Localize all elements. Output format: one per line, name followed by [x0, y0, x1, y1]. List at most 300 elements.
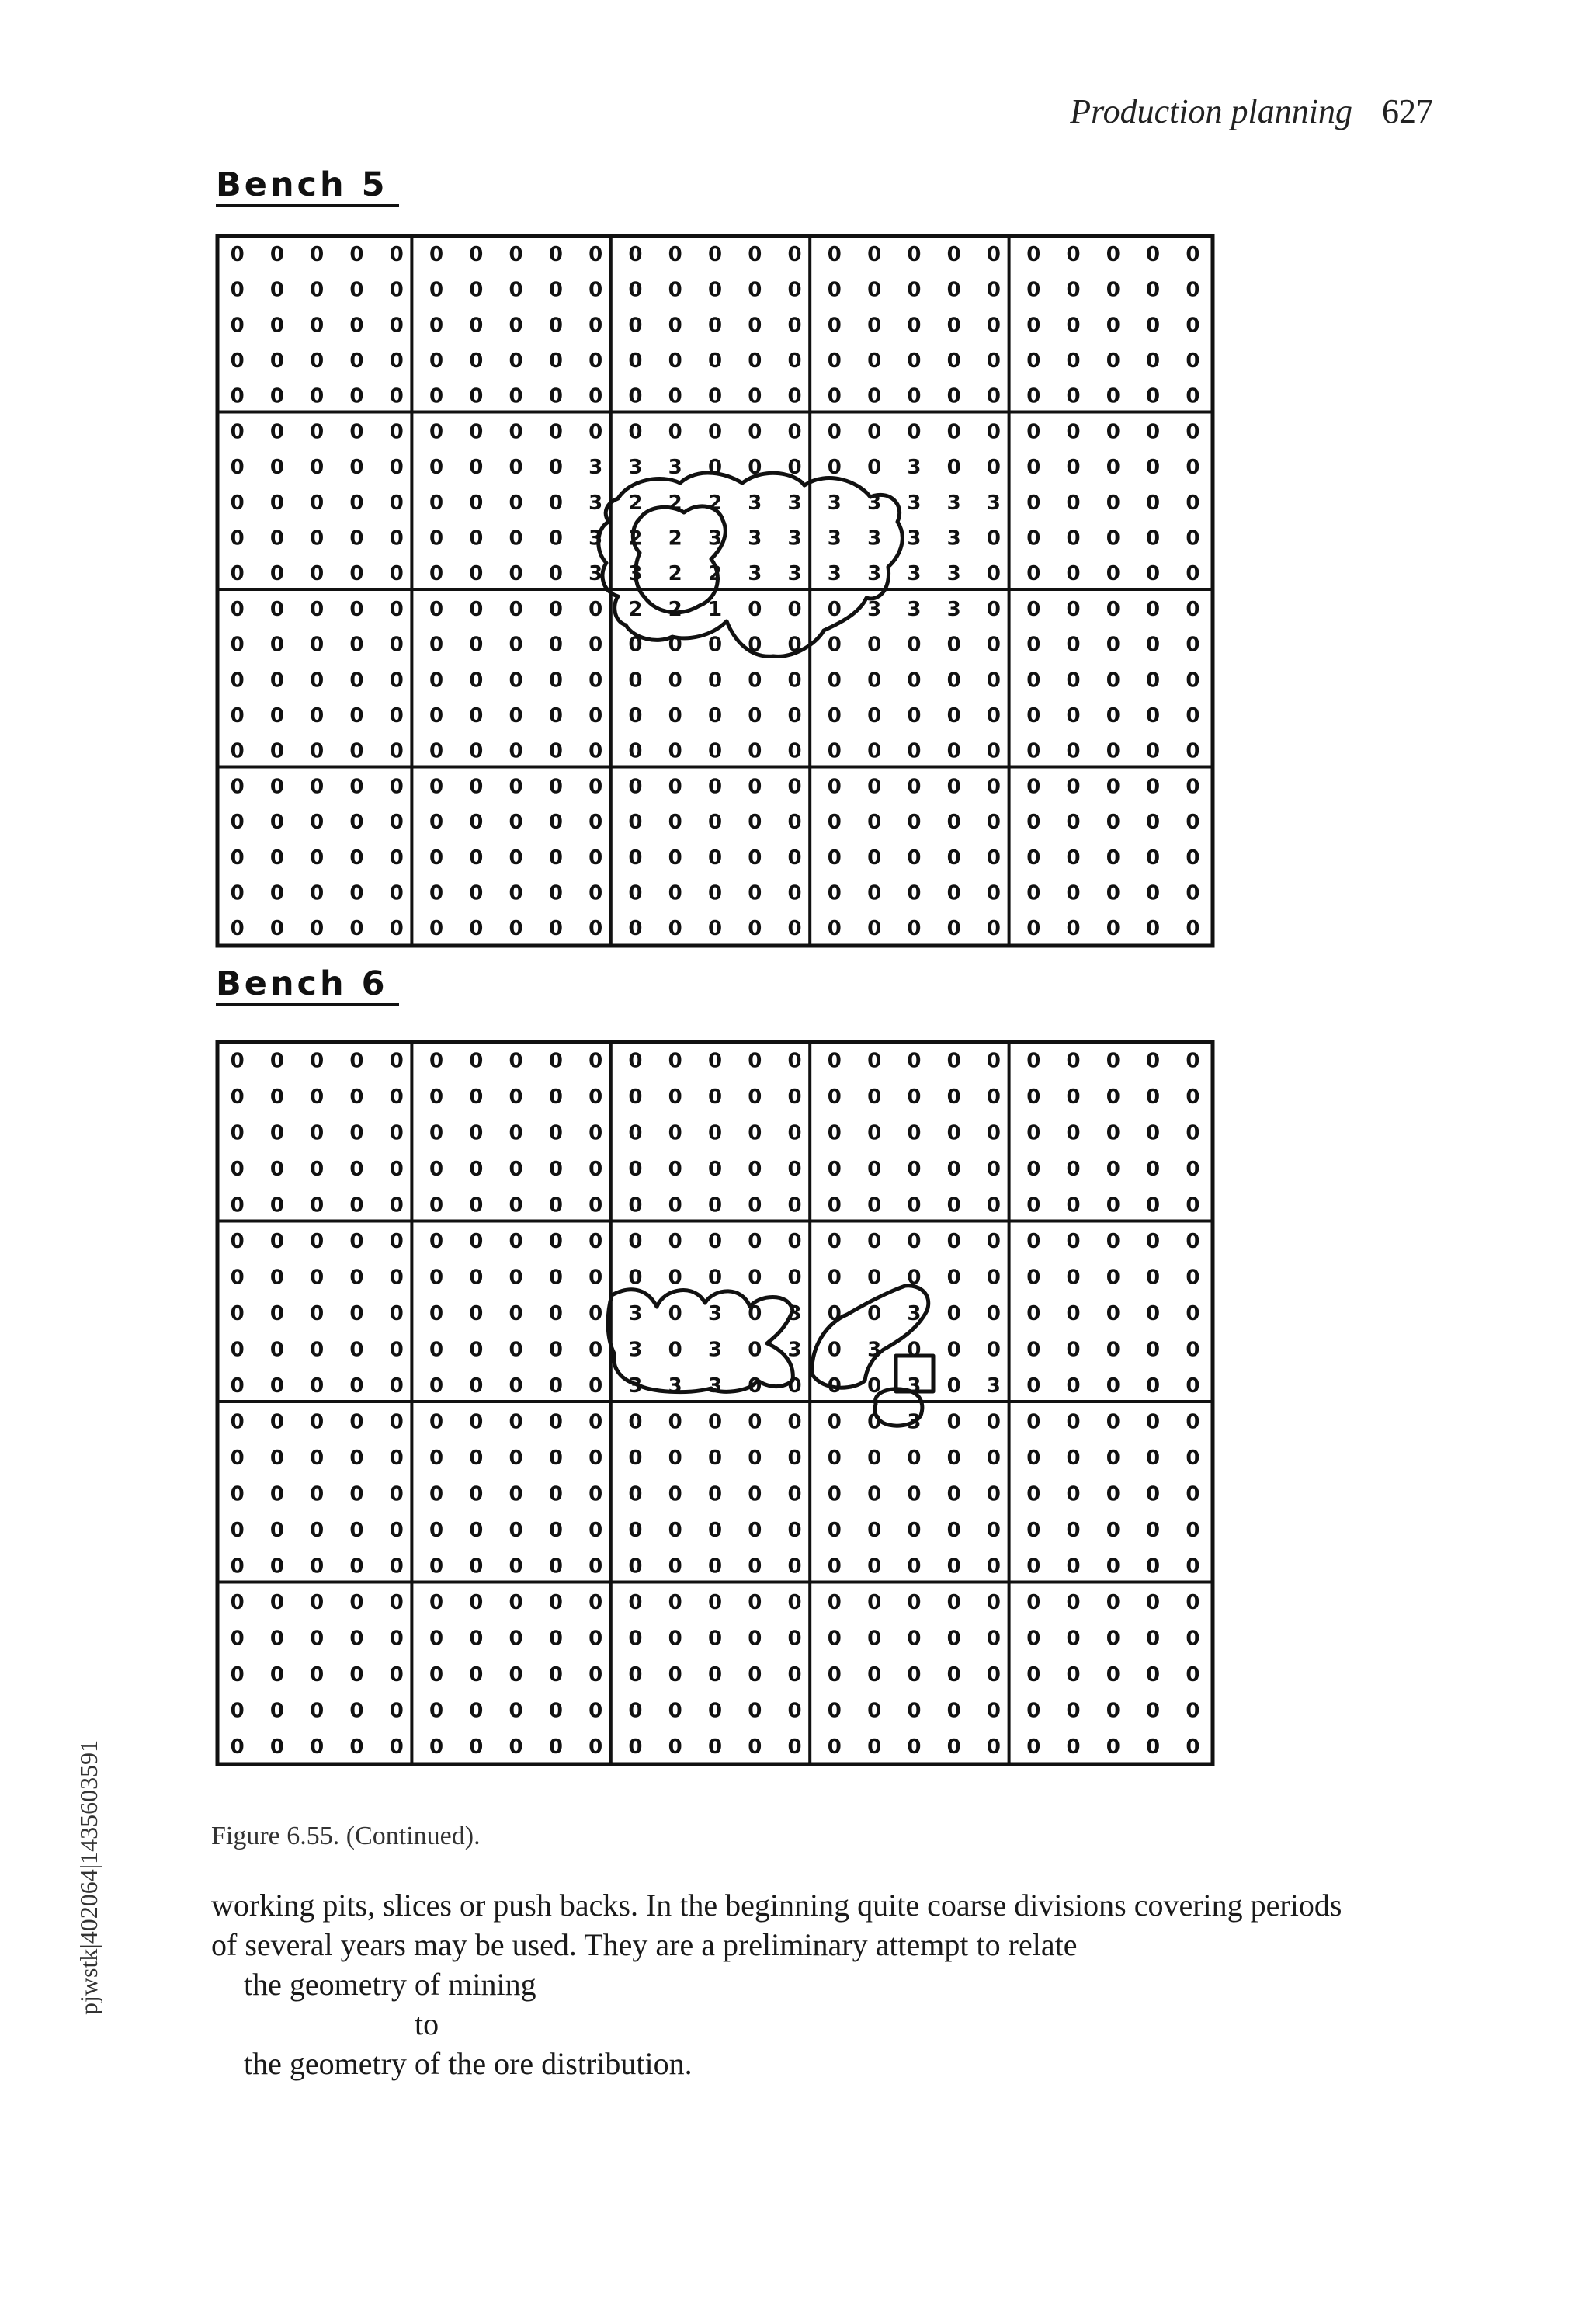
- block-grade-value: 0: [310, 1266, 325, 1290]
- block-grade-value: 0: [867, 1301, 882, 1325]
- block-grade-value: 0: [588, 669, 603, 693]
- block-grade-value: 0: [349, 1266, 364, 1290]
- block-grade-value: 0: [588, 1266, 603, 1290]
- block-grade-value: 0: [548, 1266, 563, 1290]
- block-grade-value: 0: [349, 633, 364, 657]
- block-grade-value: 0: [668, 703, 682, 728]
- block-grade-value: 0: [269, 1627, 284, 1651]
- block-grade-value: 0: [469, 1229, 484, 1253]
- block-grade-value: 0: [1106, 1446, 1120, 1470]
- block-grade-value: 0: [1106, 242, 1120, 266]
- block-grade-value: 0: [469, 669, 484, 693]
- block-grade-value: 0: [1146, 384, 1161, 408]
- block-grade-value: 0: [429, 1662, 444, 1687]
- block-grade-value: 3: [628, 1374, 643, 1398]
- block-grade-value: 0: [269, 456, 284, 480]
- block-grade-value: 0: [588, 1157, 603, 1181]
- block-grade-value: 0: [668, 1085, 682, 1109]
- block-grade-value: 0: [867, 456, 882, 480]
- block-grade-value: 0: [748, 314, 762, 338]
- block-grade-value: 0: [230, 1699, 245, 1723]
- block-grade-value: 0: [230, 526, 245, 551]
- block-grade-value: 0: [469, 562, 484, 586]
- block-grade-value: 0: [1106, 1699, 1120, 1723]
- block-grade-value: 0: [628, 1555, 643, 1579]
- block-grade-value: 0: [748, 633, 762, 657]
- block-grade-value: 2: [628, 597, 643, 621]
- block-grade-value: 0: [1186, 1121, 1200, 1145]
- block-grade-value: 0: [469, 1555, 484, 1579]
- block-grade-value: 0: [986, 633, 1002, 657]
- block-grade-value: 0: [548, 1446, 563, 1470]
- block-grade-value: 0: [867, 1049, 882, 1073]
- block-grade-value: 0: [509, 278, 523, 302]
- block-grade-value: 0: [1186, 1735, 1200, 1759]
- block-grade-value: 0: [1026, 456, 1041, 480]
- block-grade-value: 2: [668, 597, 682, 621]
- block-grade-value: 0: [389, 1590, 404, 1614]
- block-grade-value: 0: [389, 1374, 404, 1398]
- block-grade-value: 0: [509, 739, 523, 763]
- block-grade-value: 0: [1106, 1662, 1120, 1687]
- block-grade-value: 0: [1106, 314, 1120, 338]
- block-grade-value: 0: [827, 1338, 842, 1362]
- block-grade-value: 0: [230, 1193, 245, 1218]
- block-grade-value: 0: [269, 1121, 284, 1145]
- block-grade-value: 0: [867, 633, 882, 657]
- block-grade-value: 0: [269, 1482, 284, 1506]
- block-grade-value: 0: [429, 1482, 444, 1506]
- block-grade-value: 0: [389, 917, 404, 941]
- block-grade-value: 0: [1186, 1301, 1200, 1325]
- block-grade-value: 3: [707, 1338, 723, 1362]
- block-grade-value: 0: [269, 1049, 284, 1073]
- block-grade-value: 0: [748, 1482, 762, 1506]
- block-grade-value: 0: [230, 1049, 245, 1073]
- block-grade-value: 0: [230, 1374, 245, 1398]
- block-grade-value: 0: [986, 1699, 1002, 1723]
- block-grade-value: 0: [986, 1157, 1002, 1181]
- block-grade-value: 0: [907, 1627, 922, 1651]
- block-grade-value: 3: [907, 491, 922, 515]
- block-grade-value: 0: [429, 1229, 444, 1253]
- block-grade-value: 0: [1186, 1446, 1200, 1470]
- block-grade-value: 0: [1146, 1482, 1161, 1506]
- block-grade-value: 0: [349, 846, 364, 870]
- block-grade-value: 0: [469, 1301, 484, 1325]
- block-grade-value: 0: [668, 1301, 682, 1325]
- block-grade-value: 0: [1066, 420, 1081, 444]
- block-grade-value: 3: [907, 526, 922, 551]
- block-grade-value: 0: [349, 278, 364, 302]
- block-grade-value: 0: [1146, 314, 1161, 338]
- block-grade-value: 0: [1146, 917, 1161, 941]
- block-grade-value: 0: [867, 1446, 882, 1470]
- block-grade-value: 0: [668, 1338, 682, 1362]
- block-grade-value: 0: [310, 633, 325, 657]
- block-grade-value: 0: [946, 1121, 961, 1145]
- block-grade-value: 0: [1106, 1049, 1120, 1073]
- block-grade-value: 0: [1066, 1193, 1081, 1218]
- block-grade-value: 0: [310, 1518, 325, 1542]
- block-grade-value: 0: [787, 1157, 802, 1181]
- block-grade-value: 0: [827, 1482, 842, 1506]
- block-grade-value: 0: [548, 1627, 563, 1651]
- block-grade-value: 0: [230, 917, 245, 941]
- block-grade-value: 0: [469, 278, 484, 302]
- block-grade-value: 0: [588, 384, 603, 408]
- block-grade-value: 3: [628, 1301, 643, 1325]
- block-grade-value: 0: [509, 420, 523, 444]
- block-grade-value: 0: [588, 1193, 603, 1218]
- bench-6-block-grid: [214, 1039, 1216, 1767]
- block-grade-value: 0: [1186, 1555, 1200, 1579]
- block-grade-value: 0: [349, 1446, 364, 1470]
- block-grade-value: 0: [946, 1338, 961, 1362]
- block-grade-value: 0: [827, 1229, 842, 1253]
- block-grade-value: 0: [907, 1338, 922, 1362]
- block-grade-value: 0: [1146, 1301, 1161, 1325]
- block-grade-value: 0: [429, 1627, 444, 1651]
- block-grade-value: 0: [269, 846, 284, 870]
- block-grade-value: 0: [748, 1590, 762, 1614]
- block-grade-value: 0: [310, 811, 325, 835]
- block-grade-value: 0: [1186, 314, 1200, 338]
- block-grade-value: 0: [867, 1482, 882, 1506]
- block-grade-value: 0: [1146, 811, 1161, 835]
- block-grade-value: 0: [548, 278, 563, 302]
- block-grade-value: 0: [389, 881, 404, 905]
- block-grade-value: 0: [469, 1266, 484, 1290]
- block-grade-value: 3: [787, 526, 802, 551]
- block-grade-value: 0: [986, 1555, 1002, 1579]
- block-grade-value: 0: [548, 633, 563, 657]
- block-grade-value: 0: [668, 420, 682, 444]
- block-grade-value: 0: [429, 1049, 444, 1073]
- block-grade-value: 0: [548, 1374, 563, 1398]
- block-grade-value: 0: [588, 278, 603, 302]
- block-grade-value: 0: [509, 456, 523, 480]
- block-grade-value: 0: [509, 1518, 523, 1542]
- block-grade-value: 0: [628, 1229, 643, 1253]
- block-grade-value: 0: [628, 775, 643, 799]
- block-grade-value: 0: [269, 1193, 284, 1218]
- block-grade-value: 0: [946, 669, 961, 693]
- block-grade-value: 0: [310, 1735, 325, 1759]
- block-grade-value: 0: [1186, 1627, 1200, 1651]
- block-grade-value: 0: [986, 846, 1002, 870]
- block-grade-value: 0: [269, 1374, 284, 1398]
- block-grade-value: 0: [269, 491, 284, 515]
- block-grade-value: 0: [1146, 456, 1161, 480]
- block-grade-value: 0: [946, 1662, 961, 1687]
- block-grade-value: 0: [986, 917, 1002, 941]
- block-grade-value: 0: [548, 384, 563, 408]
- block-grade-value: 0: [1186, 1699, 1200, 1723]
- block-grade-value: 0: [827, 1627, 842, 1651]
- block-grade-value: 0: [349, 597, 364, 621]
- block-grade-value: 3: [986, 491, 1002, 515]
- block-grade-value: 0: [707, 456, 723, 480]
- block-grade-value: 0: [349, 456, 364, 480]
- block-grade-value: 0: [469, 1338, 484, 1362]
- block-grade-value: 0: [707, 1085, 723, 1109]
- block-grade-value: 0: [230, 314, 245, 338]
- block-grade-value: 0: [429, 491, 444, 515]
- block-grade-value: 0: [310, 456, 325, 480]
- block-grade-value: 0: [668, 846, 682, 870]
- block-grade-value: 0: [429, 278, 444, 302]
- block-grade-value: 3: [707, 1301, 723, 1325]
- block-grade-value: 0: [1106, 349, 1120, 373]
- block-grade-value: 0: [628, 811, 643, 835]
- block-grade-value: 0: [946, 1590, 961, 1614]
- block-grade-value: 0: [1026, 775, 1041, 799]
- block-grade-value: 0: [668, 917, 682, 941]
- block-grade-value: 0: [588, 1662, 603, 1687]
- block-grade-value: 3: [748, 491, 762, 515]
- block-grade-value: 0: [1186, 1157, 1200, 1181]
- block-grade-value: 0: [509, 1266, 523, 1290]
- block-grade-value: 0: [907, 1085, 922, 1109]
- block-grade-value: 0: [867, 1121, 882, 1145]
- block-grade-value: 0: [787, 1374, 802, 1398]
- block-grade-value: 0: [429, 1338, 444, 1362]
- block-grade-value: 0: [1146, 1229, 1161, 1253]
- block-grade-value: 0: [509, 491, 523, 515]
- block-grade-value: 0: [509, 846, 523, 870]
- block-grade-value: 0: [946, 811, 961, 835]
- block-grade-value: 0: [1186, 811, 1200, 835]
- block-grade-value: 0: [907, 1049, 922, 1073]
- block-grade-value: 0: [787, 1229, 802, 1253]
- block-grade-value: 0: [1106, 1085, 1120, 1109]
- block-grade-value: 0: [349, 1518, 364, 1542]
- block-grade-value: 0: [310, 1699, 325, 1723]
- block-grade-value: 0: [1026, 881, 1041, 905]
- block-grade-value: 0: [1106, 1735, 1120, 1759]
- block-grade-value: 0: [469, 811, 484, 835]
- block-grade-value: 0: [429, 384, 444, 408]
- block-grade-value: 0: [389, 562, 404, 586]
- block-grade-value: 0: [1026, 1735, 1041, 1759]
- block-grade-value: 0: [867, 1555, 882, 1579]
- block-grade-value: 0: [269, 420, 284, 444]
- block-grade-value: 0: [1026, 917, 1041, 941]
- block-grade-value: 0: [787, 1555, 802, 1579]
- block-grade-value: 0: [429, 1410, 444, 1434]
- block-grade-value: 0: [668, 775, 682, 799]
- block-grade-value: 0: [1066, 917, 1081, 941]
- block-grade-value: 0: [668, 739, 682, 763]
- block-grade-value: 0: [1106, 597, 1120, 621]
- block-grade-value: 0: [230, 562, 245, 586]
- block-grade-value: 0: [469, 526, 484, 551]
- block-grade-value: 0: [986, 811, 1002, 835]
- block-grade-value: 0: [588, 1301, 603, 1325]
- block-grade-value: 0: [946, 1410, 961, 1434]
- block-grade-value: 0: [867, 1266, 882, 1290]
- block-grade-value: 0: [349, 669, 364, 693]
- block-grade-value: 0: [429, 349, 444, 373]
- block-grade-value: 0: [907, 384, 922, 408]
- block-grade-value: 0: [1106, 1338, 1120, 1362]
- block-grade-value: 0: [787, 420, 802, 444]
- block-grade-value: 3: [668, 1374, 682, 1398]
- block-grade-value: 0: [748, 242, 762, 266]
- block-grade-value: 0: [946, 1229, 961, 1253]
- block-grade-value: 0: [1106, 1627, 1120, 1651]
- block-grade-value: 0: [946, 1518, 961, 1542]
- block-grade-value: 0: [907, 881, 922, 905]
- block-grade-value: 0: [269, 384, 284, 408]
- block-grade-value: 0: [548, 1518, 563, 1542]
- block-grade-value: 0: [668, 1193, 682, 1218]
- block-grade-value: 0: [986, 349, 1002, 373]
- block-grade-value: 0: [269, 349, 284, 373]
- block-grade-value: 0: [1066, 775, 1081, 799]
- block-grade-value: 0: [429, 1699, 444, 1723]
- block-grade-value: 0: [1026, 1699, 1041, 1723]
- block-grade-value: 0: [429, 314, 444, 338]
- block-grade-value: 0: [429, 1555, 444, 1579]
- block-grade-value: 2: [707, 562, 723, 586]
- block-grade-value: 0: [748, 1699, 762, 1723]
- block-grade-value: 0: [548, 775, 563, 799]
- block-grade-value: 0: [509, 1482, 523, 1506]
- block-grade-value: 3: [707, 526, 723, 551]
- block-grade-value: 0: [389, 775, 404, 799]
- block-grade-value: 0: [1106, 775, 1120, 799]
- block-grade-value: 0: [469, 1410, 484, 1434]
- block-grade-value: 0: [230, 1446, 245, 1470]
- block-grade-value: 0: [269, 1410, 284, 1434]
- block-grade-value: 3: [787, 1301, 802, 1325]
- block-grade-value: 0: [230, 1121, 245, 1145]
- block-grade-value: 0: [1066, 562, 1081, 586]
- block-grade-value: 0: [787, 1410, 802, 1434]
- block-grade-value: 0: [349, 1157, 364, 1181]
- block-grade-value: 0: [628, 846, 643, 870]
- block-grade-value: 0: [389, 1085, 404, 1109]
- block-grade-value: 0: [389, 526, 404, 551]
- block-grade-value: 0: [986, 669, 1002, 693]
- block-grade-value: 0: [310, 1121, 325, 1145]
- block-grade-value: 0: [1066, 1229, 1081, 1253]
- block-grade-value: 0: [827, 1518, 842, 1542]
- block-grade-value: 0: [946, 349, 961, 373]
- block-grade-value: 0: [389, 242, 404, 266]
- block-grade-value: 0: [1066, 1374, 1081, 1398]
- block-grade-value: 0: [548, 1699, 563, 1723]
- block-grade-value: 0: [1026, 1555, 1041, 1579]
- block-grade-value: 0: [269, 739, 284, 763]
- block-grade-value: 0: [349, 881, 364, 905]
- block-grade-value: 0: [509, 1662, 523, 1687]
- block-grade-value: 0: [827, 1555, 842, 1579]
- block-grade-value: 0: [1186, 1049, 1200, 1073]
- block-grade-value: 0: [588, 1121, 603, 1145]
- block-grade-value: 0: [787, 811, 802, 835]
- block-grade-value: 0: [469, 1627, 484, 1651]
- block-grade-value: 0: [1066, 881, 1081, 905]
- block-grade-value: 0: [1186, 1662, 1200, 1687]
- block-grade-value: 0: [1146, 1590, 1161, 1614]
- block-grade-value: 0: [867, 703, 882, 728]
- block-grade-value: 0: [748, 703, 762, 728]
- block-grade-value: 0: [827, 775, 842, 799]
- block-grade-value: 0: [748, 1627, 762, 1651]
- block-grade-value: 0: [748, 881, 762, 905]
- block-grade-value: 0: [827, 739, 842, 763]
- block-grade-value: 0: [1066, 526, 1081, 551]
- block-grade-value: 0: [389, 1627, 404, 1651]
- block-grade-value: 0: [469, 1049, 484, 1073]
- block-grade-value: 0: [1186, 881, 1200, 905]
- block-grade-value: 0: [628, 669, 643, 693]
- block-grade-value: 0: [867, 917, 882, 941]
- block-grade-value: 0: [946, 242, 961, 266]
- block-grade-value: 0: [1146, 775, 1161, 799]
- block-grade-value: 0: [429, 526, 444, 551]
- block-grade-value: 0: [1026, 633, 1041, 657]
- block-grade-value: 0: [389, 1229, 404, 1253]
- block-grade-value: 0: [469, 739, 484, 763]
- block-grade-value: 0: [548, 739, 563, 763]
- block-grade-value: 0: [827, 1374, 842, 1398]
- block-grade-value: 0: [1146, 846, 1161, 870]
- block-grade-value: 0: [668, 1482, 682, 1506]
- block-grade-value: 3: [867, 1338, 882, 1362]
- block-grade-value: 0: [867, 314, 882, 338]
- block-grade-value: 0: [1066, 1410, 1081, 1434]
- block-grade-value: 3: [827, 562, 842, 586]
- block-grade-value: 0: [748, 597, 762, 621]
- block-grade-value: 0: [310, 1157, 325, 1181]
- block-grade-value: 0: [946, 703, 961, 728]
- block-grade-value: 0: [310, 242, 325, 266]
- block-grade-value: 0: [946, 314, 961, 338]
- block-grade-value: 0: [907, 1735, 922, 1759]
- block-grade-value: 0: [827, 384, 842, 408]
- block-grade-value: 0: [548, 1157, 563, 1181]
- block-grade-value: 0: [230, 1085, 245, 1109]
- block-grade-value: 0: [707, 1627, 723, 1651]
- block-grade-value: 0: [1186, 633, 1200, 657]
- block-grade-value: 3: [748, 562, 762, 586]
- block-grade-value: 0: [787, 1266, 802, 1290]
- block-grade-value: 0: [787, 597, 802, 621]
- block-grade-value: 0: [509, 633, 523, 657]
- block-grade-value: 0: [429, 846, 444, 870]
- block-grade-value: 0: [986, 775, 1002, 799]
- block-grade-value: 0: [310, 1374, 325, 1398]
- block-grade-value: 0: [509, 242, 523, 266]
- block-grade-value: 0: [748, 1229, 762, 1253]
- block-grade-value: 0: [1066, 1590, 1081, 1614]
- block-grade-value: 0: [827, 1193, 842, 1218]
- block-grade-value: 3: [827, 491, 842, 515]
- block-grade-value: 0: [548, 1555, 563, 1579]
- block-grade-value: 0: [907, 1590, 922, 1614]
- block-grade-value: 0: [628, 420, 643, 444]
- block-grade-value: 0: [946, 846, 961, 870]
- block-grade-value: 0: [349, 562, 364, 586]
- block-grade-value: 0: [907, 278, 922, 302]
- block-grade-value: 0: [668, 1157, 682, 1181]
- block-grade-value: 0: [628, 278, 643, 302]
- block-grade-value: 0: [429, 1193, 444, 1218]
